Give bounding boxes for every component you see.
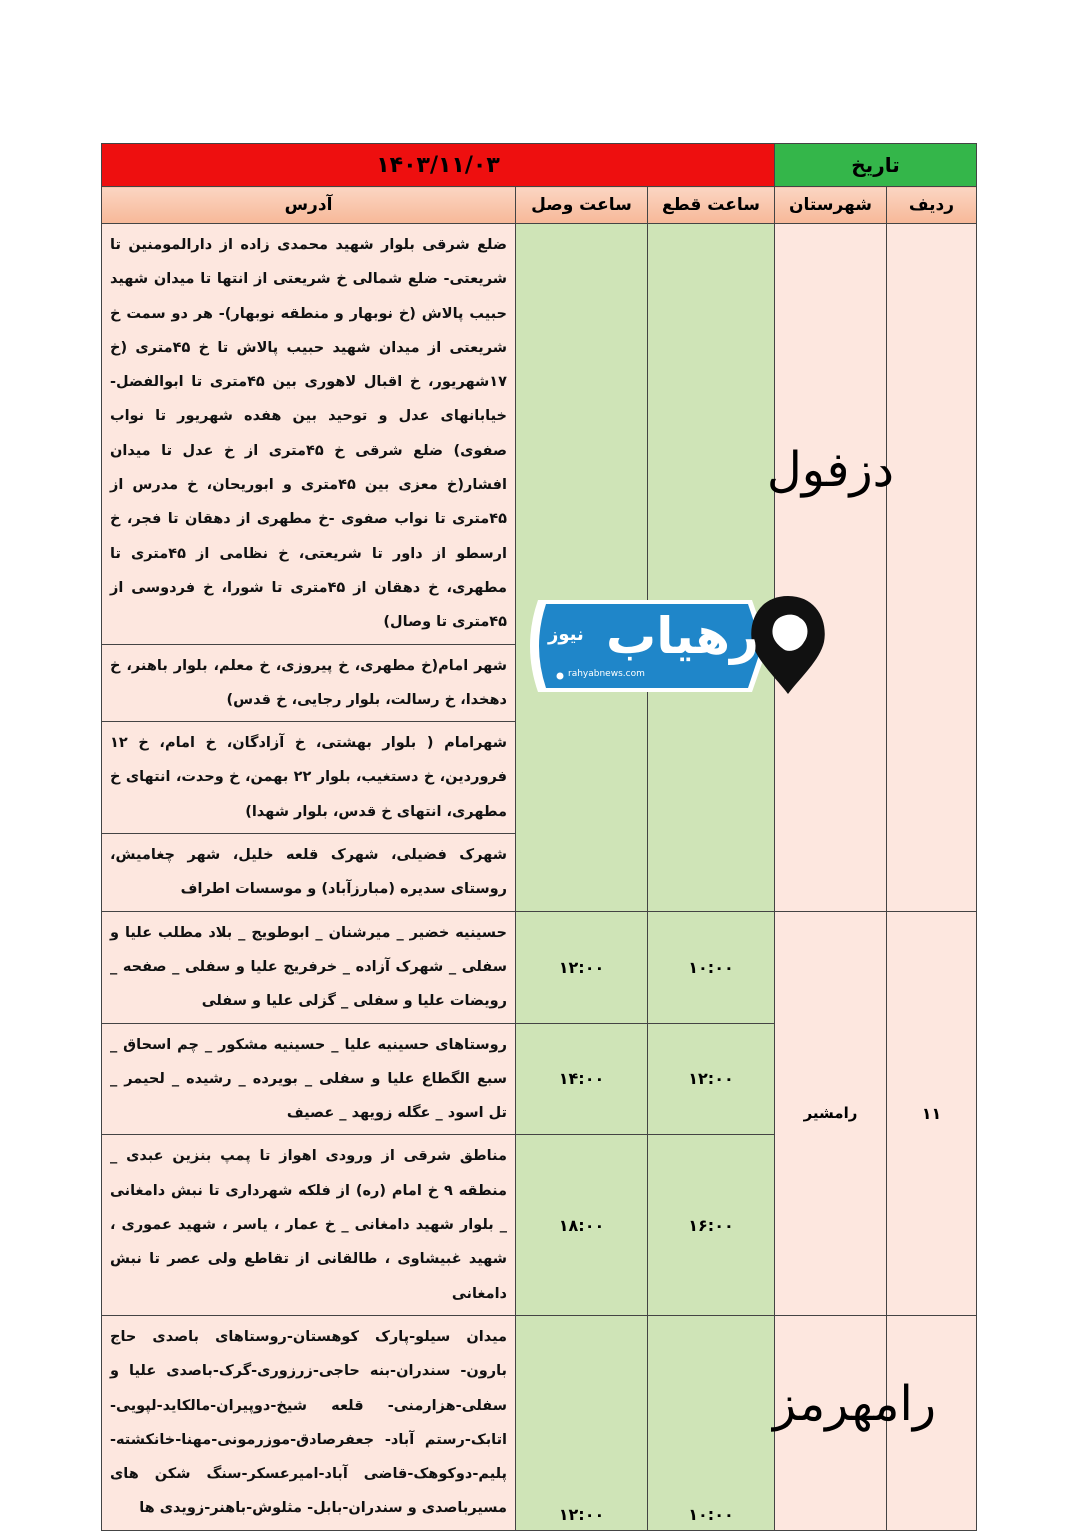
date-label: تاریخ [775,144,977,187]
address-cell: مناطق شرقی از ورودی اهواز تا پمپ بنزین عبدی _ منطقه ۹ خ امام (ره) از فلکه شهرداری تا نبش دامغانی _ بلوار شهید دامغانی _ خ عمار ، یاسر ، شهید عموری ، شهید غبیشاوی ، طالقانی از تقاطع ولی عصر تا نبش دامغانی [102,1135,516,1315]
address-cell: شهرک فضیلی، شهرک قلعه خلیل، شهر چغامیش، روستای سدیره (مبارزآباد) و موسسات اطراف [102,834,516,912]
col-city-header: شهرستان [775,187,887,224]
address-cell: ضلع شرقی بلوار شهید محمدی زاده از دارالمومنین تا شریعتی- ضلع شمالی خ شریعتی از انتها تا میدان شهید حبیب پالاش (خ نوبهار و منطقه نوبهار)- هر دو سمت خ شریعتی از میدان شهید حبیب پالاش تا خ ۴۵متری (خ ۱۷شهریور، خ اقبال لاهوری بین ۴۵متری تا ابوالفضل- خیابانهای عدل و توحید بین هفده شهریور تا نواب صفوی) ضلع شرقی خ ۴۵متری از خ عدل تا میدان افشار(خ معزی بین ۴۵متری و ابوریحان، خ مدرس از ۴۵متری تا نواب صفوی -خ مطهری از دهقان تا فجر، خ ارسطو از داور تا شریعتی، خ نظامی از ۴۵متری تا مطهری، خ دهقان از ۴۵متری تا شورا، خ فردوسی از ۴۵متری تا وصال) [102,224,516,645]
cut-time: ۱۲:۰۰ [648,1023,775,1135]
city-name: رامهرمز [772,1375,936,1432]
col-connect-header: ساعت وصل [516,187,648,224]
connect-time: ۱۴:۰۰ [516,1023,648,1135]
address-cell: شهر امام(خ مطهری، خ پیروزی، خ معلم، بلوار باهنر، خ دهخدا، خ رسالت، بلوار رجایی، خ قدس) [102,644,516,722]
connect-time: ۱۸:۰۰ [516,1135,648,1315]
blackout-schedule-table [101,143,977,1531]
col-row-header: ردیف [887,187,977,224]
city-ramhormoz [772,1315,936,1530]
cut-time-cell [648,224,775,912]
row-number-cell [887,224,977,912]
logo-brand: رهیاب [606,607,759,665]
city-name: دزفول [766,442,894,498]
address-cell: شهرامام ( بلوار بهشتی، خ آزادگان، خ امام، خ ۱۲ فروردین، خ دستغیب، بلوار ۲۲ بهمن، خ وحدت، انتهای خ مطهری، انتهای خ قدس، بلوار شهدا) [102,722,516,834]
col-cut-header: ساعت قطع [648,187,775,224]
logo-brand-sub: نیوز [548,624,584,645]
cut-time: ۱۶:۰۰ [648,1135,775,1315]
address-cell: میدان سیلو-پارک کوهستان-روستاهای باصدی حاج بارون- سندران-بنه حاجی-زرزوری-گرک-باصدی علیا و سفلی-هزارمنی- قلعه شیخ-دوپیران-مالکاید-لپویی-اتابک-رستم آباد- جعفرصادق-موزرمونی-مهنا-خانکشته-پلیم-دوکوهک-قاضی آباد-امیرعسکر-سنگ شکن های مسیرباصدی و سندران-بابل- مثلوش-باهنر-زویدی ها [102,1315,516,1530]
connect-time: ۱۲:۰۰ [516,911,648,1023]
logo-site: rahyabnews.com [568,669,645,679]
address-cell: حسینیه خضیر _ میرشنان _ ابوطویج _ بلاد مطلب علیا و سفلی _ شهرک آزاده _ خرفریج علیا و سفلی _ صفحه _ رویضات علیا و سفلی _ گزلی علیا و سفلی [102,911,516,1023]
connect-time-cell [516,224,648,912]
connect-time: ۱۲:۰۰ [516,1315,648,1530]
row-number: ۱۱ [887,911,977,1315]
rahyab-news-logo [520,594,825,698]
cut-time: ۱۰:۰۰ [648,1315,775,1530]
col-address-header: آدرس [102,187,516,224]
address-cell: روستاهای حسینیه علیا _ حسینیه مشکور _ چم اسحاق _ سبع الگطاع علیا و سفلی _ بویرده _ رشیده _ لحیمر _ تل اسود _ عگله زویهد _ عصیف [102,1023,516,1135]
date-value: ۱۴۰۳/۱۱/۰۳ [102,144,775,187]
city-ramshir: رامشیر [775,911,887,1315]
cut-time: ۱۰:۰۰ [648,911,775,1023]
city-dezful [766,224,894,912]
